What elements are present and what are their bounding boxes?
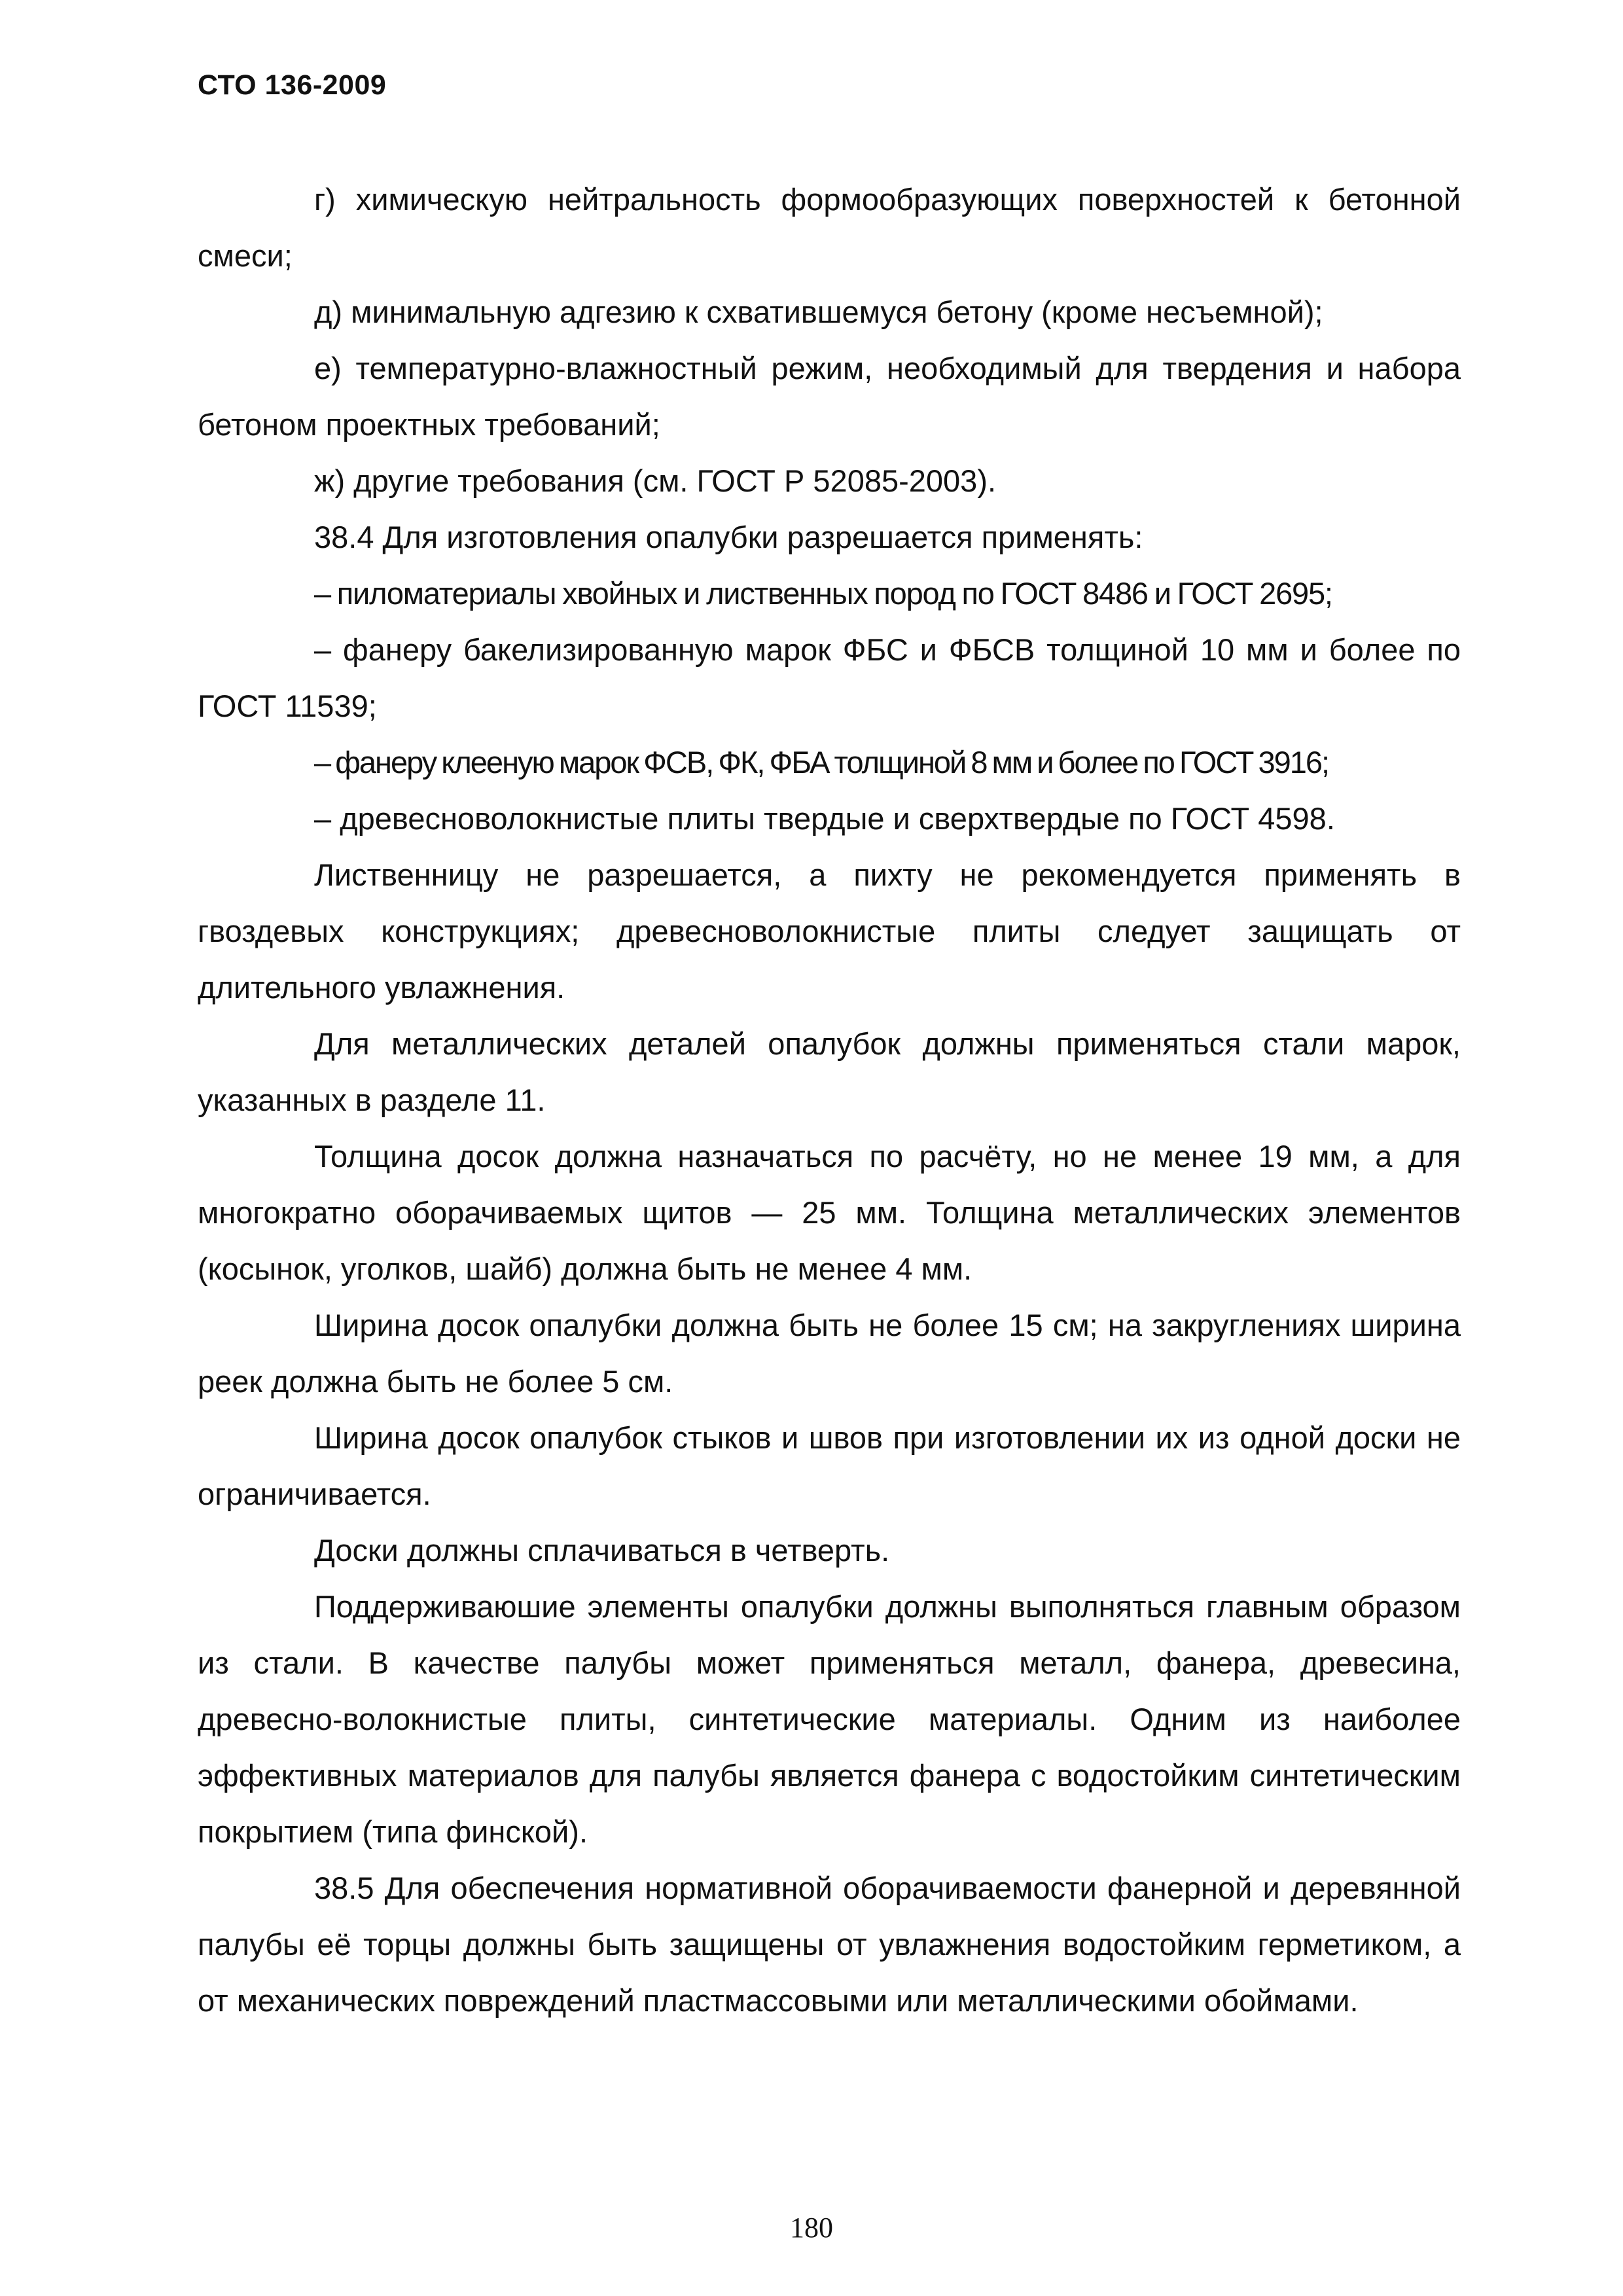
- paragraph-clause-38-5: 38.5 Для обеспечения нормативной оборачиваемости фанерной и деревянной палубы её торцы должны быть защищены от увлажнения водостойким герметиком, а от механических повреждений пластмассовыми или металлическими обоймами.: [198, 1871, 1461, 2018]
- paragraph-larch-fir: Лиственницу не разрешается, а пихту не рекомендуется применять в гвоздевых конструкциях; древесноволокнистые плиты следует защищать от длительного увлажнения.: [198, 857, 1461, 1005]
- paragraph-item-zh: ж) другие требования (см. ГОСТ Р 52085-2003).: [314, 463, 997, 498]
- paragraph-item-g: г) химическую нейтральность формообразующих поверхностей к бетонной смеси;: [198, 182, 1461, 273]
- paragraph-item-d: д) минимальную адгезию к схватившемуся бетону (кроме несъемной);: [314, 295, 1323, 329]
- paragraph-list-bakelite-plywood: – фанеру бакелизированную марок ФБС и ФБСВ толщиной 10 мм и более по ГОСТ 11539;: [198, 632, 1461, 723]
- paragraph-list-lumber: – пиломатериалы хвойных и лиственных пород по ГОСТ 8486 и ГОСТ 2695;: [314, 576, 1332, 611]
- document-code-header: СТО 136-2009: [198, 69, 387, 101]
- paragraph-metal-parts: Для металлических деталей опалубок должны применяться стали марок, указанных в разделе 11.: [198, 1026, 1461, 1117]
- paragraph-clause-38-4: 38.4 Для изготовления опалубки разрешается применять:: [314, 520, 1143, 554]
- page-number: 180: [790, 2212, 833, 2244]
- paragraph-joint-boards: Ширина досок опалубок стыков и швов при изготовлении их из одной доски не ограничивается.: [198, 1420, 1461, 1511]
- document-body: [198, 171, 1461, 2029]
- paragraph-board-width: Ширина досок опалубки должна быть не более 15 см; на закруглениях ширина реек должна быть не более 5 см.: [198, 1308, 1461, 1399]
- paragraph-list-glued-plywood: – фанеру клееную марок ФСВ, ФК, ФБА толщиной 8 мм и более по ГОСТ 3916;: [314, 745, 1329, 780]
- paragraph-support-elements: Поддерживаюшие элементы опалубки должны выполняться главным образом из стали. В качестве палубы может применяться металл, фанера, древесина, древесно-волокнистые плиты, синтетические материалы. Одним из наиболее эффективных материалов для палубы является фанера с водостойким синтетическим покрытием (типа финской).: [198, 1589, 1461, 1849]
- paragraph-board-thickness: Толщина досок должна назначаться по расчёту, но не менее 19 мм, а для многократно оборачиваемых щитов — 25 мм. Толщина металлических элементов (косынок, уголков, шайб) должна быть не менее 4 мм.: [198, 1139, 1461, 1286]
- paragraph-list-fiberboard: – древесноволокнистые плиты твердые и сверхтвердые по ГОСТ 4598.: [314, 801, 1335, 836]
- paragraph-board-joining: Доски должны сплачиваться в четверть.: [314, 1533, 890, 1568]
- paragraph-item-e: е) температурно-влажностный режим, необходимый для твердения и набора бетоном проектных требований;: [198, 351, 1461, 442]
